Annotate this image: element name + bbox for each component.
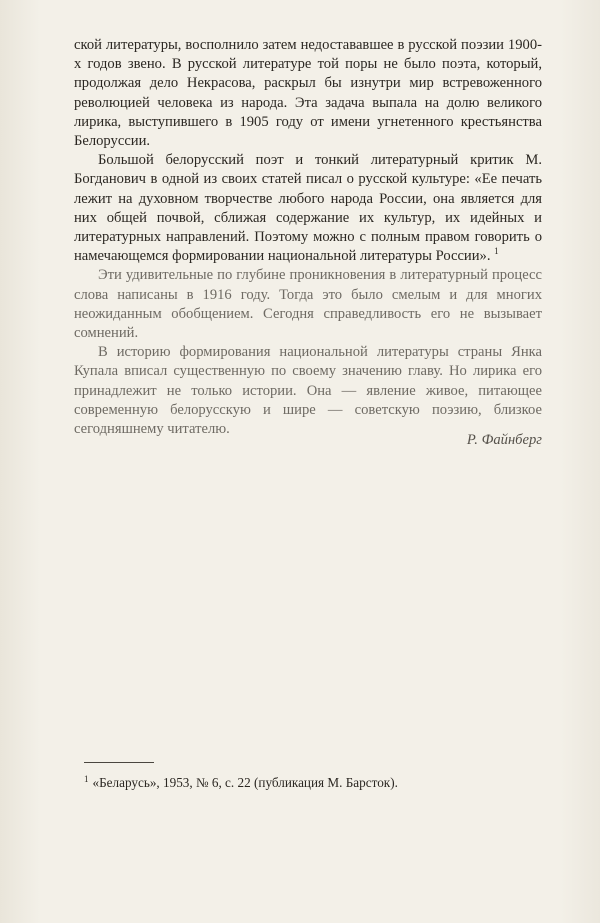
footnote-text: «Беларусь», 1953, № 6, с. 22 (публикация М. Барсток). [92, 775, 398, 790]
paragraph-2-text: Большой белорусский поэт и тонкий литературный критик М. Богданович в одной из своих статей писал о русской культуре: «Ее печать лежит на духовном творчестве любого народа России, она является для них общей почвой, сближая содержание их культур, их идейных и литературных направлений. Поэтому можно с полным правом говорить о намечающемся формировании национальной литературы России». [74, 152, 542, 265]
footnote-reference: 1 [494, 246, 499, 257]
main-text [74, 36, 542, 439]
paragraph-4: В историю формирования национальной литературы страны Янка Купала вписал существенную по своему значению главу. Но лирика его принадлежит не только истории. Она — явление живое, питающее современную белорусскую и шире — советскую поэзию, близкое сегодняшнему читателю. [74, 344, 542, 438]
footnote [84, 774, 544, 791]
footnote-divider [84, 762, 154, 763]
author-signature: Р. Файнберг [466, 432, 542, 448]
footnote-mark: 1 [84, 773, 89, 784]
paragraph-1: ской литературы, восполнило затем недостававшее в русской поэзии 1900-х годов звено. В русской литературе той поры не было поэта, который, продолжая дело Некрасова, раскрыл бы изнутри мир встревоженного революцией человека из народа. Эта задача выпала на долю великого лирика, выступившего в 1905 году от имени угнетенного крестьянства Белоруссии. [74, 37, 542, 150]
paragraph-2 [74, 151, 542, 266]
paragraph-3: Эти удивительные по глубине проникновения в литературный процесс слова написаны в 1916 году. Тогда это было смелым и для многих неожиданным обобщением. Сегодня справедливость его не вызывает сомнений. [74, 267, 542, 342]
